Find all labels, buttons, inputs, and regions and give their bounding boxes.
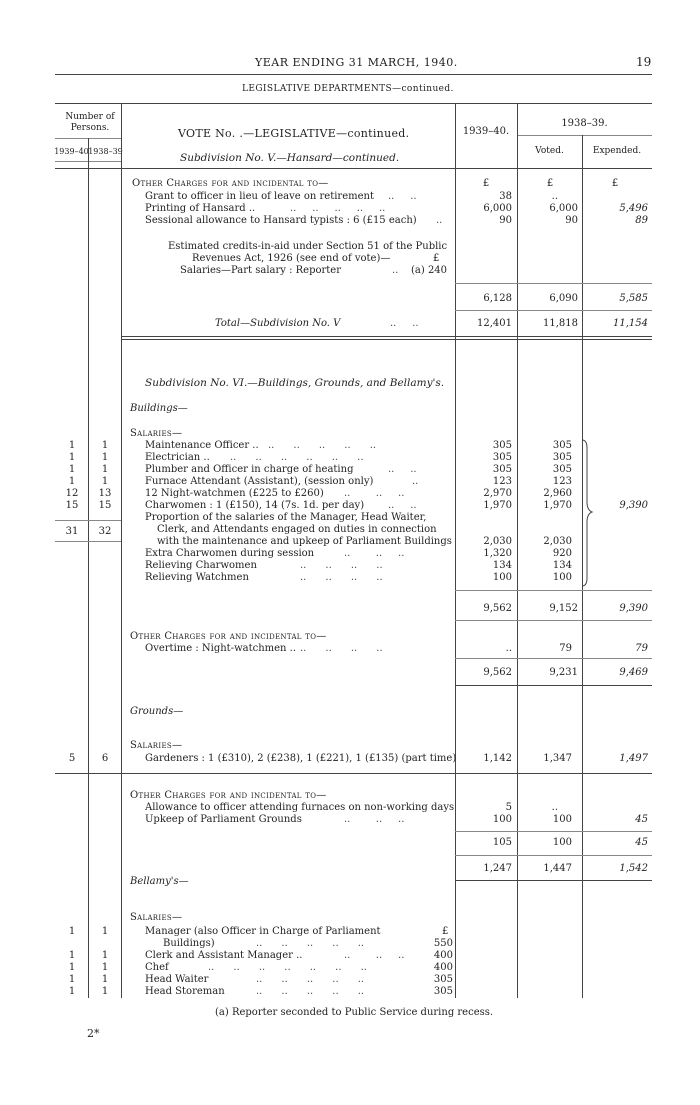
subtotal-voted: 6,090 — [549, 293, 578, 304]
overtime-label: Overtime : Night-watchmen .. — [145, 643, 297, 654]
document-page: YEAR ENDING 31 MARCH, 1940. 19 LEGISLATIVE DEPARTMENTS—continued. Number of Persons. 1939–40 1938–39 VOTE No. .—LEGISLATIVE—continued. Subdivision No. V.—Hansard—continued. 1939–40. 1938–39. Voted. Expended. Other Charges for and incidental to— £ £ £ Grant to officer in lieu of leave on retirement .. .. 38 .. Printing of Hansard .. .. .. .. .. .. 6,000 6,000 5,496 Sessional allowance to Hansard typists : 6 (£15 each) .. 90 90 89 Estimated credits-in-aid under Section 51 of the Public Revenues Act, 1926 (see end of vote)— £ Salaries—Part salary : Reporter .. (a) 240 6,128 6,090 5,585 Total—Subdivision No. V .. .. 12,401 11,818 11,154 Subdivision No. VI.—Buildings, Grounds, and Bellamy's. Buildings— Salaries— 1 1 Maintenance Officer .. .. .. .. .. .. 305 305 1 1 Electrician .. .. .. .. .. .. .. 305 305 1 1 Plumber and Officer in charge of heating .. .. 305 305 1 1 Furnace Attendant (Assistant), (session only) .. 123 123 12 13 12 Night-watchmen (£225 to £260) .. .. .. 2,970 2,960 15 15 Charwomen : 1 (£150), 14 (7s. 1d. per day) .. .. 1,970 1,970 Proportion of the salaries of the Manager, Head Waiter, Clerk, and Attendants engaged on duties in connection 31 32 with the maintenance and upkeep of Parliament Buildings 2,030 2,030 Extra Charwomen during session .. .. .. 1,320 920 Relieving Charwomen .. .. .. .. 134 134 Relieving Watchmen .. .. .. .. 100 100 9,390 9,562 9,152 9,390 Other Charges for and incidental to— Overtime : Night-watchmen .. .. .. .. .. .. 79 79 9,562 9,231 9,469 Grounds— Salaries— 5 6 Gardeners : 1 (£310), 2 (£238), 1 (£221), 1 (£135) (part time) 1,142 1,347 1,497 Other Charges for and incidental to— Allowance to officer attending furnaces on non-working days 5 .. Upkeep of Parliament Grounds .. .. .. 100 100 45 105 100 45 1,247 1,447 1,542 Bellamy's— Salaries— £ 1 1 Manager (also Officer in Charge of Parliament Buildings) .. .. .. .. .. 550 1 1 Clerk and Assistant Manager .. .. .. .. 400 1 1 Chef .. .. .. .. .. .. .. 400 1 1 Head Waiter .. .. .. .. .. 305 1 1 Head Storeman .. .. .. .. .. 305 (a) Reporter seconded to Public Service during recess. 2* — [54, 55, 652, 1040]
salary-voted: 1,970 — [543, 500, 572, 511]
row-value-1939: 6,000 — [483, 203, 512, 214]
bellamys-row-label: Head Waiter — [145, 974, 209, 985]
grounds-row-1939: 5 — [505, 802, 512, 813]
row-value-voted: 6,000 — [549, 203, 578, 214]
subdivision-vi-heading: Subdivision No. VI.—Buildings, Grounds, and Bellamy's. — [145, 377, 445, 389]
bellamys-row-label: Manager (also Officer in Charge of Parliament — [145, 926, 381, 937]
salary-1939: 134 — [492, 560, 512, 571]
gardeners-expended: 1,497 — [619, 753, 648, 764]
footnote: (a) Reporter seconded to Public Service during recess. — [215, 1007, 494, 1018]
bellamys-row-value: 305 — [433, 986, 453, 997]
buildings-total-voted: 9,231 — [549, 667, 578, 678]
proportion-voted: 2,030 — [543, 536, 572, 547]
grounds-row-1939: 100 — [492, 814, 512, 825]
gardeners-voted: 1,347 — [543, 753, 572, 764]
salary-row-label: Furnace Attendant (Assistant), (session only) — [145, 476, 374, 487]
col-1938-39: 1938–39. — [561, 118, 608, 129]
bellamys-row-label: Head Storeman — [145, 986, 225, 997]
col-1939-40: 1939–40. — [462, 126, 510, 137]
grounds-row-expended: 45 — [635, 814, 648, 825]
total-voted: 11,818 — [543, 318, 578, 329]
row-value-1939: 90 — [499, 215, 512, 226]
subtotal-rule — [455, 283, 652, 284]
grounds-row-voted: 100 — [552, 814, 572, 825]
row-value-1939: 38 — [499, 191, 512, 202]
row-value-expended: 89 — [635, 215, 648, 226]
bellamys-row-label: Chef — [145, 962, 169, 973]
bellamys-heading: Bellamy's— — [130, 876, 189, 887]
persons-col-1938: 1938–39 — [88, 147, 123, 156]
salary-voted: 920 — [552, 548, 572, 559]
salary-voted: 305 — [552, 440, 572, 451]
credits-value: (a) 240 — [411, 265, 448, 276]
salaries-total-voted: 9,152 — [549, 603, 578, 614]
salary-voted: 305 — [552, 452, 572, 463]
grounds-sub-expended: 45 — [635, 837, 648, 848]
brace-icon — [580, 438, 594, 588]
grounds-sub-rule — [455, 831, 652, 832]
persons-total-rule — [55, 520, 121, 521]
col-expended: Expended. — [592, 146, 642, 156]
salary-row-label: Relieving Charwomen — [145, 560, 257, 571]
salary-row-label: Plumber and Officer in charge of heating — [145, 464, 354, 475]
persons-heading: Number of Persons. — [65, 112, 115, 133]
persons-total-rule — [55, 541, 121, 542]
salary-voted: 2,960 — [543, 488, 572, 499]
row-label: Sessional allowance to Hansard typists : 6 (£15 each) — [145, 215, 417, 226]
table-top-rule — [55, 103, 652, 104]
grounds-heading: Grounds— — [130, 706, 184, 717]
persons-1939: 1 — [68, 950, 76, 961]
proportion-line-3: with the maintenance and upkeep of Parliament Buildings — [157, 536, 452, 547]
salaries-total-expended: 9,390 — [619, 603, 648, 614]
col-voted: Voted. — [535, 146, 564, 156]
vote-title: VOTE No. .—LEGISLATIVE—continued. — [178, 127, 410, 140]
row-value-voted: .. — [551, 191, 558, 202]
persons-1939: 1 — [68, 476, 76, 487]
bellamys-row-label: Clerk and Assistant Manager .. — [145, 950, 303, 961]
persons-total-1939: 31 — [65, 526, 79, 537]
subdivision-v-end-rule — [122, 339, 652, 340]
bellamys-pound: £ — [442, 926, 449, 937]
bellamys-salaries-heading: Salaries— — [130, 912, 183, 923]
persons-1939: 1 — [68, 926, 76, 937]
salary-row-label: Maintenance Officer .. — [145, 440, 259, 451]
credits-line-3: Salaries—Part salary : Reporter — [180, 265, 341, 276]
salary-1939: 1,320 — [483, 548, 512, 559]
salaries-heading: Salaries— — [130, 428, 183, 439]
salary-1939: 305 — [492, 452, 512, 463]
pound-sign: £ — [482, 178, 490, 189]
persons-1938: 1 — [101, 986, 109, 997]
persons-right-divider — [121, 103, 122, 998]
salaries-total-1939: 9,562 — [483, 603, 512, 614]
buildings-total-1939: 9,562 — [483, 667, 512, 678]
overtime-1939: .. — [505, 643, 512, 654]
gardeners-persons-1938: 6 — [101, 753, 109, 764]
buildings-total-rule — [455, 658, 652, 659]
grounds-total-1939: 1,247 — [483, 863, 512, 874]
gardeners-1939: 1,142 — [483, 753, 512, 764]
total-1939: 12,401 — [477, 318, 512, 329]
signature-mark: 2* — [87, 1027, 100, 1040]
salary-voted: 134 — [552, 560, 572, 571]
persons-1938: 1 — [101, 950, 109, 961]
persons-1938: 1 — [101, 440, 109, 451]
grounds-salaries-heading: Salaries— — [130, 740, 183, 751]
persons-1938: 15 — [98, 500, 112, 511]
bellamys-row-value: 400 — [433, 962, 453, 973]
salary-voted: 123 — [552, 476, 572, 487]
persons-total-1938: 32 — [98, 526, 112, 537]
salary-row-label: Electrician .. — [145, 452, 210, 463]
salary-1939: 2,970 — [483, 488, 512, 499]
salary-row-label: Charwomen : 1 (£150), 14 (7s. 1d. per day) — [145, 500, 365, 511]
row-label: Printing of Hansard .. — [145, 203, 256, 214]
persons-1938: 1 — [101, 464, 109, 475]
persons-1938: 1 — [101, 926, 109, 937]
persons-1939: 1 — [68, 464, 76, 475]
grounds-row-label: Upkeep of Parliament Grounds — [145, 814, 302, 825]
persons-col-divider — [88, 138, 89, 998]
bellamys-row-value: 550 — [433, 938, 453, 949]
gardeners-rule — [55, 773, 652, 774]
amount-left-divider — [455, 103, 456, 998]
persons-1939: 1 — [68, 452, 76, 463]
page-subtitle: LEGISLATIVE DEPARTMENTS—continued. — [242, 84, 454, 94]
grounds-total-bottom-rule — [455, 880, 652, 881]
gardeners-persons-1939: 5 — [68, 753, 76, 764]
salary-1939: 305 — [492, 464, 512, 475]
gardeners-label: Gardeners : 1 (£310), 2 (£238), 1 (£221), 1 (£135) (part time) — [145, 753, 457, 764]
proportion-line-1: Proportion of the salaries of the Manager, Head Waiter, — [145, 512, 427, 523]
persons-1939: 1 — [68, 974, 76, 985]
credits-line-2: Revenues Act, 1926 (see end of vote)— — [192, 253, 391, 264]
salary-row-label: Relieving Watchmen — [145, 572, 249, 583]
grounds-row-voted: .. — [551, 802, 558, 813]
persons-1938: 1 — [101, 452, 109, 463]
page-number: 19 — [636, 55, 652, 69]
proportion-1939: 2,030 — [483, 536, 512, 547]
grounds-other-heading: Other Charges for and incidental to— — [130, 790, 327, 801]
salaries-total-bottom-rule — [455, 620, 652, 621]
buildings-total-expended: 9,469 — [619, 667, 648, 678]
persons-1938: 1 — [101, 476, 109, 487]
salary-1939: 123 — [492, 476, 512, 487]
salary-1939: 1,970 — [483, 500, 512, 511]
bellamys-row-label-cont: Buildings) — [163, 938, 215, 949]
persons-1939: 1 — [68, 962, 76, 973]
salary-1939: 305 — [492, 440, 512, 451]
row-label: Grant to officer in lieu of leave on retirement — [145, 191, 374, 202]
buildings-total-bottom-rule — [455, 685, 652, 686]
subtotal-expended: 5,585 — [619, 293, 648, 304]
grounds-total-rule — [455, 855, 652, 856]
overtime-voted: 79 — [559, 643, 572, 654]
salary-row-label: Extra Charwomen during session — [145, 548, 315, 559]
row-value-expended: 5,496 — [619, 203, 648, 214]
table-head-bottom-rule — [55, 168, 652, 169]
credits-line-1: Estimated credits-in-aid under Section 51 of the Public — [168, 241, 448, 252]
total-expended: 11,154 — [613, 318, 648, 329]
col-1938-39-rule — [517, 135, 652, 136]
persons-col-1939: 1939–40 — [54, 147, 89, 156]
persons-1938: 13 — [98, 488, 112, 499]
credits-pound: £ — [433, 253, 440, 264]
salary-voted: 305 — [552, 464, 572, 475]
grounds-total-voted: 1,447 — [543, 863, 572, 874]
subtotal-1939: 6,128 — [483, 293, 512, 304]
proportion-line-2: Clerk, and Attendants engaged on duties in connection — [157, 524, 437, 535]
subdivision-v-end-rule — [122, 336, 652, 337]
row-value-voted: 90 — [565, 215, 578, 226]
persons-1939: 1 — [68, 986, 76, 997]
overtime-expended: 79 — [635, 643, 648, 654]
salary-row-label: 12 Night-watchmen (£225 to £260) — [145, 488, 324, 499]
salary-voted: 100 — [552, 572, 572, 583]
salaries-total-rule — [455, 590, 652, 591]
header-rule — [55, 74, 652, 75]
total-subdivision-v-label: Total—Subdivision No. V — [215, 318, 341, 329]
grounds-row-label: Allowance to officer attending furnaces on non-working days — [145, 802, 455, 813]
other-charges-heading: Other Charges for and incidental to— — [132, 178, 329, 189]
persons-1939: 15 — [65, 500, 79, 511]
grounds-sub-voted: 100 — [552, 837, 572, 848]
salary-1939: 100 — [492, 572, 512, 583]
pound-sign: £ — [546, 178, 554, 189]
grounds-total-expended: 1,542 — [619, 863, 648, 874]
buildings-heading: Buildings— — [130, 403, 188, 414]
pound-sign: £ — [611, 178, 619, 189]
total-rule — [455, 310, 652, 311]
persons-1939: 1 — [68, 440, 76, 451]
subdivision-v-heading: Subdivision No. V.—Hansard—continued. — [180, 152, 400, 164]
other-charges-heading: Other Charges for and incidental to— — [130, 631, 327, 642]
bellamys-row-value: 400 — [433, 950, 453, 961]
bracket-expended: 9,390 — [619, 500, 648, 511]
grounds-sub-1939: 105 — [492, 837, 512, 848]
persons-1939: 12 — [65, 488, 79, 499]
page-header-title: YEAR ENDING 31 MARCH, 1940. — [255, 56, 458, 69]
col-1939-divider — [517, 103, 518, 998]
bellamys-row-value: 305 — [433, 974, 453, 985]
persons-1938: 1 — [101, 962, 109, 973]
persons-1938: 1 — [101, 974, 109, 985]
